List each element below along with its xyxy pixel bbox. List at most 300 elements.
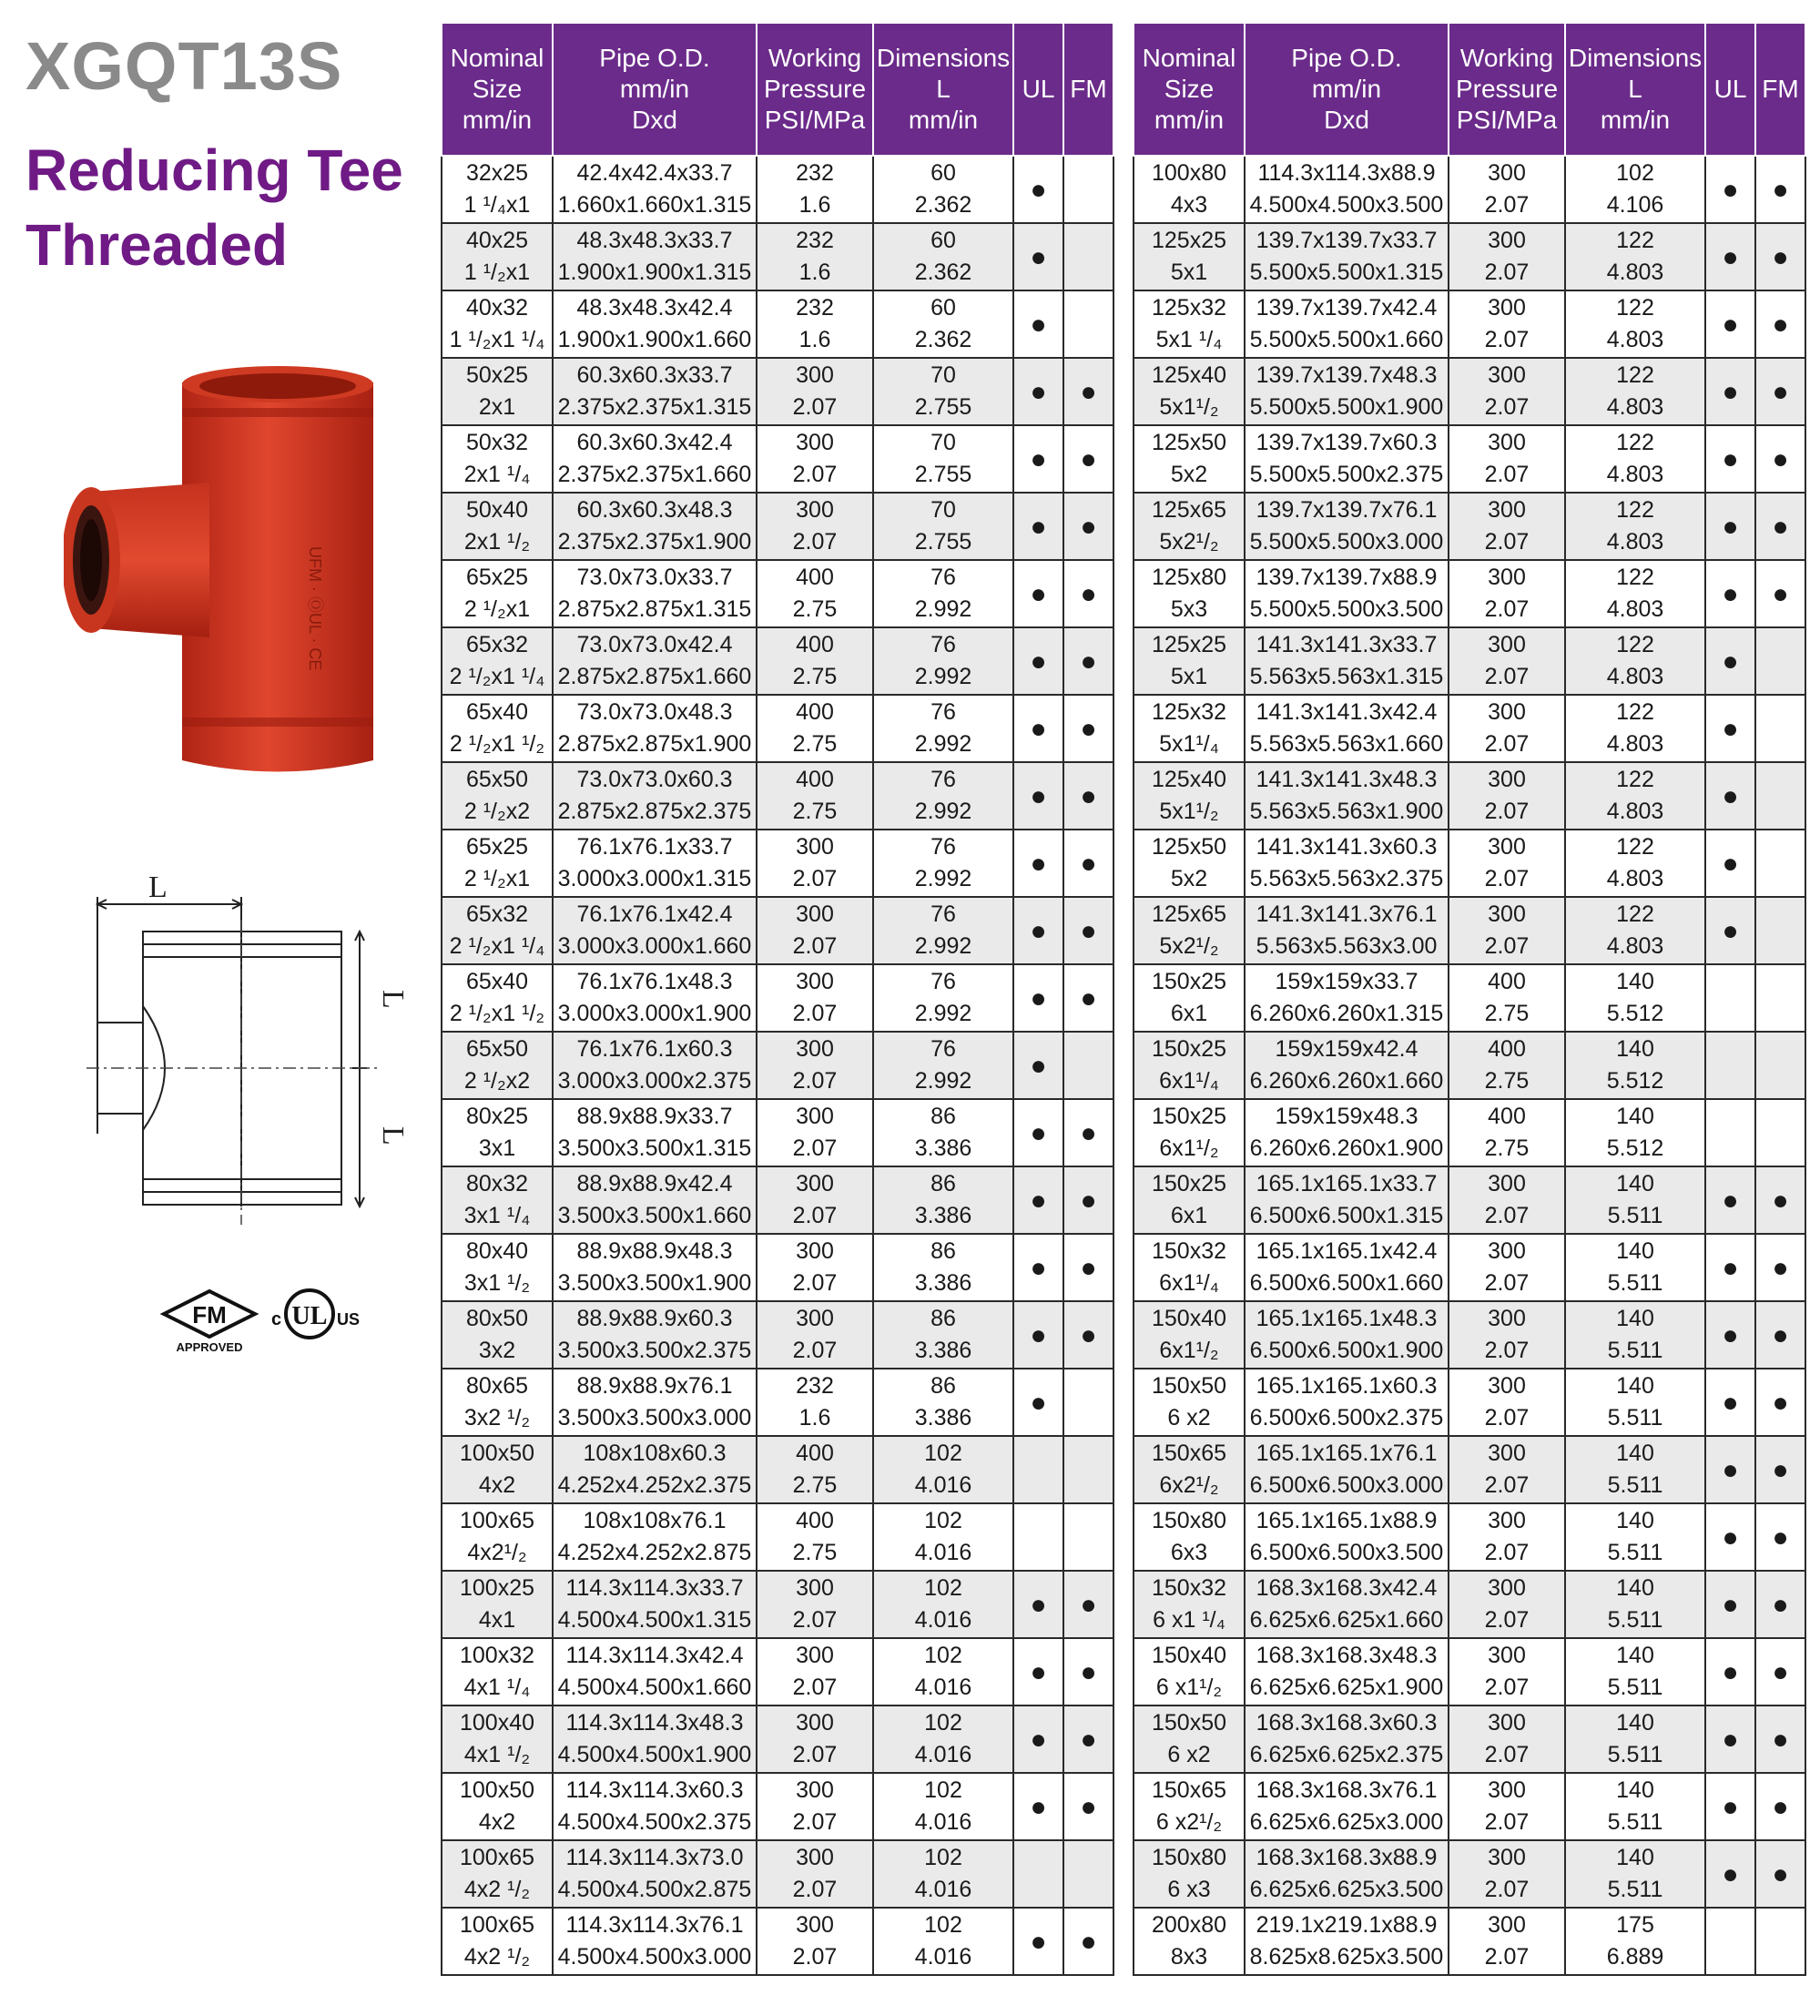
cell-nominal-size-value: 80x25 xyxy=(465,1104,529,1129)
cell-fm-mark: ● xyxy=(1063,1638,1113,1705)
cell-dimension-l xyxy=(873,1032,1013,1099)
cell-working-pressure-value: 300 xyxy=(1488,1171,1526,1196)
cell-dimension-l-value: 4.016 xyxy=(914,1675,972,1700)
cell-nominal-size-value: 3x1 ¹/₂ xyxy=(463,1270,531,1296)
cell-working-pressure xyxy=(757,156,873,223)
cell-working-pressure-value: 232 xyxy=(796,228,834,253)
cell-pipe-od xyxy=(1245,358,1449,425)
cell-working-pressure xyxy=(757,897,873,964)
cell-nominal-size-value: 6 x2¹/₂ xyxy=(1155,1809,1223,1835)
cell-dimension-l xyxy=(1565,1369,1705,1436)
cell-pipe-od xyxy=(553,762,757,830)
cell-working-pressure xyxy=(1449,560,1565,627)
cell-dimension-l-value: 5.511 xyxy=(1607,1203,1663,1228)
cell-pipe-od xyxy=(1245,1099,1449,1166)
cell-nominal-size-value: 6x1 xyxy=(1170,1001,1208,1026)
cell-nominal-size-value: 150x50 xyxy=(1151,1373,1227,1399)
cell-pipe-od-value: 141.3x141.3x60.3 xyxy=(1256,834,1438,860)
cell-working-pressure-value: 300 xyxy=(1488,1373,1526,1399)
cell-dimension-l-value: 140 xyxy=(1616,1575,1654,1601)
cell-dimension-l xyxy=(873,1908,1013,1975)
cell-dimension-l-value: 122 xyxy=(1616,430,1654,455)
cell-pipe-od xyxy=(553,1301,757,1369)
cell-dimension-l-value: 3.386 xyxy=(914,1135,972,1161)
cell-nominal-size xyxy=(442,1166,553,1234)
cell-ul-mark: ● xyxy=(1705,1705,1755,1773)
cell-working-pressure xyxy=(1449,1638,1565,1705)
cell-dimension-l-value: 3.386 xyxy=(914,1338,972,1363)
cell-nominal-size-value: 5x3 xyxy=(1170,596,1208,622)
table-row xyxy=(1134,1503,1805,1571)
cell-working-pressure-value: 2.07 xyxy=(1484,866,1530,891)
cell-nominal-size-value: 150x40 xyxy=(1151,1643,1227,1668)
cell-working-pressure xyxy=(757,1436,873,1503)
cell-pipe-od-value: 108x108x76.1 xyxy=(583,1508,727,1533)
cell-nominal-size xyxy=(442,425,553,493)
cell-pipe-od-value: 141.3x141.3x76.1 xyxy=(1256,901,1438,927)
cell-pipe-od-value: 1.900x1.900x1.315 xyxy=(557,260,752,285)
header-nominal-size-line: Nominal xyxy=(1142,44,1236,72)
cell-pipe-od-value: 73.0x73.0x42.4 xyxy=(576,632,733,657)
cell-pipe-od-value: 48.3x48.3x42.4 xyxy=(576,295,733,321)
cell-nominal-size-value: 65x50 xyxy=(465,767,529,792)
cell-pipe-od xyxy=(1245,493,1449,560)
cell-dimension-l-value: 140 xyxy=(1616,1845,1654,1870)
header-dimensions-line: Dimensions xyxy=(1568,44,1703,72)
cell-working-pressure xyxy=(757,1705,873,1773)
cell-working-pressure-value: 2.75 xyxy=(792,664,838,689)
cell-nominal-size-value: 150x25 xyxy=(1151,1036,1227,1062)
cell-nominal-size-value: 1 ¹/₂x1 xyxy=(463,260,531,285)
cell-dimension-l-value: 5.511 xyxy=(1607,1607,1663,1633)
cell-nominal-size-value: 80x65 xyxy=(465,1373,529,1399)
cell-dimension-l-value: 122 xyxy=(1616,767,1654,792)
cell-nominal-size xyxy=(1134,897,1245,964)
cell-nominal-size-value: 125x25 xyxy=(1151,632,1227,657)
cell-dimension-l-value: 2.755 xyxy=(914,529,972,555)
cell-dimension-l-value: 5.511 xyxy=(1607,1809,1663,1835)
cell-working-pressure-value: 300 xyxy=(796,1912,834,1938)
cell-nominal-size xyxy=(442,1436,553,1503)
cell-nominal-size xyxy=(442,627,553,695)
cell-nominal-size-value: 80x32 xyxy=(465,1171,529,1196)
cell-ul-mark: ● xyxy=(1013,627,1063,695)
cell-fm-mark xyxy=(1755,627,1805,695)
cell-pipe-od-value: 6.260x6.260x1.315 xyxy=(1249,1001,1444,1026)
header-dimensions xyxy=(1565,23,1705,156)
cell-pipe-od-value: 5.563x5.563x1.315 xyxy=(1249,664,1444,689)
cell-pipe-od-value: 6.500x6.500x3.500 xyxy=(1249,1540,1444,1565)
cell-nominal-size-value: 100x40 xyxy=(459,1710,535,1736)
cell-dimension-l-value: 2.755 xyxy=(914,394,972,420)
cell-pipe-od-value: 139.7x139.7x48.3 xyxy=(1256,362,1438,388)
cell-nominal-size-value: 6x3 xyxy=(1170,1540,1208,1565)
cell-pipe-od-value: 3.500x3.500x2.375 xyxy=(557,1338,752,1363)
cell-nominal-size-value: 100x65 xyxy=(459,1845,535,1870)
header-nominal-size-line: mm/in xyxy=(462,106,533,134)
cell-working-pressure xyxy=(757,1032,873,1099)
cell-dimension-l-value: 140 xyxy=(1616,1441,1654,1466)
cell-nominal-size xyxy=(1134,425,1245,493)
cell-working-pressure-value: 300 xyxy=(1488,228,1526,253)
cell-nominal-size-value: 5x1¹/₂ xyxy=(1159,394,1219,420)
cell-dimension-l-value: 140 xyxy=(1616,1508,1654,1533)
cell-working-pressure xyxy=(757,1099,873,1166)
cell-nominal-size-value: 5x1 xyxy=(1170,664,1208,689)
cell-pipe-od xyxy=(1245,695,1449,762)
cell-ul-mark: ● xyxy=(1705,290,1755,358)
cell-dimension-l xyxy=(1565,897,1705,964)
cell-nominal-size-value: 125x32 xyxy=(1151,295,1227,321)
cell-nominal-size-value: 150x32 xyxy=(1151,1575,1227,1601)
cell-pipe-od xyxy=(553,1503,757,1571)
cell-working-pressure-value: 2.75 xyxy=(792,596,838,622)
cell-nominal-size-value: 50x25 xyxy=(465,362,529,388)
table-row xyxy=(442,762,1113,830)
cell-fm-mark: ● xyxy=(1755,560,1805,627)
cell-nominal-size xyxy=(1134,358,1245,425)
table-row xyxy=(442,156,1113,223)
cell-ul-mark: ● xyxy=(1013,1234,1063,1301)
cell-nominal-size-value: 150x25 xyxy=(1151,1171,1227,1196)
cell-fm-mark xyxy=(1755,964,1805,1032)
cell-nominal-size-value: 2 ¹/₂x2 xyxy=(463,799,531,824)
cell-working-pressure-value: 300 xyxy=(796,1777,834,1803)
cell-pipe-od-value: 141.3x141.3x48.3 xyxy=(1256,767,1438,792)
table-row xyxy=(1134,1369,1805,1436)
cell-pipe-od-value: 3.000x3.000x1.315 xyxy=(557,866,752,891)
cell-nominal-size-value: 125x50 xyxy=(1151,430,1227,455)
cell-working-pressure xyxy=(757,830,873,897)
cell-fm-mark: ● xyxy=(1755,1503,1805,1571)
ul-us-text: US xyxy=(337,1310,361,1329)
header-dimensions-line: L xyxy=(1628,75,1642,103)
cell-fm-mark: ● xyxy=(1063,1773,1113,1840)
cell-pipe-od xyxy=(553,1032,757,1099)
cell-pipe-od-value: 159x159x42.4 xyxy=(1275,1036,1418,1062)
cell-dimension-l-value: 4.803 xyxy=(1606,933,1664,959)
product-photo xyxy=(64,364,391,783)
cell-working-pressure-value: 300 xyxy=(1488,699,1526,725)
cell-dimension-l-value: 2.992 xyxy=(914,731,972,757)
cell-working-pressure-value: 2.07 xyxy=(1484,1675,1530,1700)
header-dimensions-line: mm/in xyxy=(908,106,979,134)
table-row xyxy=(442,1369,1113,1436)
cell-fm-mark: ● xyxy=(1063,627,1113,695)
cell-pipe-od-value: 73.0x73.0x48.3 xyxy=(576,699,733,725)
cell-nominal-size-value: 1 ¹/₂x1 ¹/₄ xyxy=(449,327,545,352)
cell-pipe-od xyxy=(553,1436,757,1503)
cell-pipe-od-value: 141.3x141.3x42.4 xyxy=(1256,699,1438,725)
cell-dimension-l-value: 3.386 xyxy=(914,1203,972,1228)
cell-working-pressure-value: 400 xyxy=(796,699,834,725)
cell-dimension-l-value: 2.755 xyxy=(914,462,972,487)
cell-dimension-l-value: 2.362 xyxy=(914,192,972,218)
cell-dimension-l-value: 5.511 xyxy=(1607,1540,1663,1565)
table-row xyxy=(1134,1705,1805,1773)
cell-dimension-l xyxy=(873,1638,1013,1705)
header-working-pressure-line: PSI/MPa xyxy=(764,106,866,134)
cell-pipe-od-value: 1.900x1.900x1.660 xyxy=(557,327,752,352)
table-row xyxy=(1134,897,1805,964)
cell-working-pressure-value: 300 xyxy=(1488,295,1526,321)
cell-dimension-l-value: 2.362 xyxy=(914,327,972,352)
cell-nominal-size xyxy=(1134,1638,1245,1705)
cell-working-pressure xyxy=(757,493,873,560)
cell-nominal-size-value: 65x40 xyxy=(465,969,529,994)
cell-pipe-od xyxy=(1245,964,1449,1032)
cell-working-pressure-value: 300 xyxy=(796,1710,834,1736)
cell-working-pressure-value: 2.07 xyxy=(792,1270,838,1296)
cell-dimension-l xyxy=(873,964,1013,1032)
cell-working-pressure xyxy=(1449,156,1565,223)
cell-dimension-l-value: 5.511 xyxy=(1607,1472,1663,1498)
cell-working-pressure-value: 300 xyxy=(1488,430,1526,455)
cell-dimension-l-value: 4.803 xyxy=(1606,462,1664,487)
cell-pipe-od-value: 3.500x3.500x1.900 xyxy=(557,1270,752,1296)
cell-dimension-l xyxy=(873,156,1013,223)
cell-working-pressure-value: 400 xyxy=(796,1508,834,1533)
cell-dimension-l-value: 76 xyxy=(930,969,956,994)
cell-pipe-od xyxy=(553,223,757,290)
cell-fm-mark: ● xyxy=(1755,1234,1805,1301)
technical-drawing xyxy=(86,870,414,1234)
cell-nominal-size-value: 125x25 xyxy=(1151,228,1227,253)
dimension-label-lower: L xyxy=(376,1126,410,1145)
header-pipe-od-line: Dxd xyxy=(1324,106,1369,134)
cell-working-pressure-value: 400 xyxy=(1488,1104,1526,1129)
table-row xyxy=(1134,695,1805,762)
cell-fm-mark: ● xyxy=(1063,425,1113,493)
cell-working-pressure-value: 2.75 xyxy=(1484,1135,1530,1161)
cell-working-pressure-value: 2.07 xyxy=(792,1809,838,1835)
cell-pipe-od xyxy=(553,1571,757,1638)
cell-nominal-size-value: 6x1 xyxy=(1170,1203,1208,1228)
cell-dimension-l xyxy=(873,1705,1013,1773)
cell-pipe-od-value: 3.500x3.500x3.000 xyxy=(557,1405,752,1431)
cell-pipe-od-value: 139.7x139.7x60.3 xyxy=(1256,430,1438,455)
cell-dimension-l-value: 86 xyxy=(930,1306,956,1331)
cell-nominal-size xyxy=(1134,627,1245,695)
cell-pipe-od xyxy=(1245,1773,1449,1840)
cell-dimension-l-value: 86 xyxy=(930,1373,956,1399)
cell-working-pressure xyxy=(1449,1166,1565,1234)
cell-fm-mark: ● xyxy=(1063,1234,1113,1301)
cell-dimension-l-value: 2.992 xyxy=(914,866,972,891)
cell-nominal-size-value: 5x1 xyxy=(1170,260,1208,285)
cell-pipe-od-value: 165.1x165.1x42.4 xyxy=(1256,1238,1438,1264)
cell-nominal-size-value: 5x1¹/₄ xyxy=(1159,731,1219,757)
cell-pipe-od-value: 165.1x165.1x33.7 xyxy=(1256,1171,1438,1196)
table-row xyxy=(1134,493,1805,560)
cell-ul-mark: ● xyxy=(1705,830,1755,897)
cell-nominal-size-value: 4x1 ¹/₄ xyxy=(463,1675,531,1700)
cell-nominal-size-value: 8x3 xyxy=(1170,1944,1208,1970)
cell-pipe-od-value: 76.1x76.1x48.3 xyxy=(576,969,733,994)
cell-fm-mark: ● xyxy=(1063,964,1113,1032)
cell-pipe-od-value: 42.4x42.4x33.7 xyxy=(576,160,733,186)
certification-logos xyxy=(159,1284,369,1357)
cell-dimension-l xyxy=(873,1840,1013,1908)
header-dimensions xyxy=(873,23,1013,156)
cell-dimension-l xyxy=(1565,1571,1705,1638)
cell-working-pressure-value: 400 xyxy=(796,565,834,590)
cell-dimension-l xyxy=(873,695,1013,762)
table-row xyxy=(1134,358,1805,425)
table-row xyxy=(1134,156,1805,223)
table-header-row xyxy=(1134,23,1805,156)
cell-dimension-l xyxy=(873,1773,1013,1840)
table-row xyxy=(1134,627,1805,695)
cell-nominal-size-value: 150x50 xyxy=(1151,1710,1227,1736)
cell-dimension-l-value: 2.992 xyxy=(914,1068,972,1094)
cell-nominal-size-value: 2 ¹/₂x1 ¹/₂ xyxy=(449,731,545,757)
cell-dimension-l-value: 2.992 xyxy=(914,664,972,689)
cell-ul-mark: ● xyxy=(1705,762,1755,830)
cell-fm-mark xyxy=(1755,1908,1805,1975)
cell-working-pressure-value: 232 xyxy=(796,160,834,186)
cell-dimension-l xyxy=(873,493,1013,560)
fm-approved-logo xyxy=(164,1291,255,1354)
cell-nominal-size xyxy=(1134,762,1245,830)
cell-pipe-od-value: 5.500x5.500x3.500 xyxy=(1249,596,1444,622)
cell-working-pressure xyxy=(1449,695,1565,762)
cell-nominal-size-value: 6x1¹/₄ xyxy=(1159,1068,1219,1094)
cell-dimension-l-value: 140 xyxy=(1616,1643,1654,1668)
cell-nominal-size-value: 65x32 xyxy=(465,632,529,657)
header-nominal-size-line: Nominal xyxy=(450,44,544,72)
cell-pipe-od-value: 4.500x4.500x1.900 xyxy=(557,1742,752,1767)
cell-pipe-od-value: 88.9x88.9x33.7 xyxy=(576,1104,733,1129)
cell-nominal-size xyxy=(442,1099,553,1166)
cell-nominal-size-value: 150x65 xyxy=(1151,1777,1227,1803)
table-row xyxy=(442,223,1113,290)
header-nominal-size xyxy=(1134,23,1245,156)
cell-working-pressure-value: 300 xyxy=(1488,1912,1526,1938)
cell-ul-mark: ● xyxy=(1013,1705,1063,1773)
spec-table-right xyxy=(1133,22,1806,1976)
cell-nominal-size-value: 80x40 xyxy=(465,1238,529,1264)
cell-ul-mark: ● xyxy=(1705,493,1755,560)
header-fm: FM xyxy=(1063,23,1113,156)
cell-pipe-od-value: 168.3x168.3x88.9 xyxy=(1256,1845,1438,1870)
cell-nominal-size-value: 3x1 xyxy=(478,1135,516,1161)
cell-dimension-l xyxy=(1565,1234,1705,1301)
dimension-label-top: L xyxy=(148,871,168,904)
cell-working-pressure-value: 300 xyxy=(796,1171,834,1196)
cell-pipe-od-value: 4.252x4.252x2.375 xyxy=(557,1472,752,1498)
cell-working-pressure-value: 400 xyxy=(1488,1036,1526,1062)
cell-dimension-l xyxy=(873,1571,1013,1638)
cell-dimension-l-value: 5.512 xyxy=(1606,1135,1664,1161)
cell-working-pressure xyxy=(1449,493,1565,560)
cell-nominal-size xyxy=(1134,1166,1245,1234)
cell-pipe-od-value: 76.1x76.1x42.4 xyxy=(576,901,733,927)
cell-fm-mark xyxy=(1755,695,1805,762)
cell-working-pressure-value: 2.75 xyxy=(792,1472,838,1498)
cell-nominal-size-value: 5x2 xyxy=(1170,866,1208,891)
cell-working-pressure-value: 2.75 xyxy=(792,1540,838,1565)
cell-working-pressure xyxy=(757,627,873,695)
cell-pipe-od xyxy=(1245,1908,1449,1975)
cell-dimension-l-value: 4.016 xyxy=(914,1944,972,1970)
cell-pipe-od-value: 76.1x76.1x60.3 xyxy=(576,1036,733,1062)
cell-ul-mark: ● xyxy=(1705,223,1755,290)
cell-dimension-l-value: 5.511 xyxy=(1607,1675,1663,1700)
cell-nominal-size xyxy=(442,762,553,830)
cell-working-pressure-value: 2.07 xyxy=(1484,1203,1530,1228)
cell-working-pressure-value: 232 xyxy=(796,1373,834,1399)
table-row xyxy=(442,560,1113,627)
cell-working-pressure-value: 2.07 xyxy=(792,1001,838,1026)
cell-working-pressure-value: 300 xyxy=(1488,497,1526,523)
cell-working-pressure-value: 2.07 xyxy=(792,1135,838,1161)
cell-working-pressure-value: 2.07 xyxy=(1484,192,1530,218)
cell-fm-mark: ● xyxy=(1755,223,1805,290)
cell-fm-mark: ● xyxy=(1063,762,1113,830)
table-header-row xyxy=(442,23,1113,156)
table-row xyxy=(1134,1032,1805,1099)
cell-dimension-l xyxy=(1565,560,1705,627)
cell-pipe-od xyxy=(553,358,757,425)
cell-ul-mark: ● xyxy=(1013,290,1063,358)
cell-nominal-size xyxy=(442,964,553,1032)
cell-pipe-od xyxy=(1245,897,1449,964)
cell-pipe-od-value: 165.1x165.1x88.9 xyxy=(1256,1508,1438,1533)
cell-working-pressure xyxy=(1449,1436,1565,1503)
cell-ul-mark: ● xyxy=(1013,1369,1063,1436)
cell-dimension-l xyxy=(1565,223,1705,290)
cell-pipe-od xyxy=(1245,223,1449,290)
cell-working-pressure-value: 300 xyxy=(1488,901,1526,927)
cell-ul-mark: ● xyxy=(1705,1436,1755,1503)
cell-pipe-od xyxy=(553,425,757,493)
cell-dimension-l-value: 70 xyxy=(930,430,956,455)
cell-working-pressure-value: 300 xyxy=(796,1306,834,1331)
cell-nominal-size xyxy=(442,1840,553,1908)
header-pipe-od-line: mm/in xyxy=(1311,75,1382,103)
cell-pipe-od-value: 6.500x6.500x1.900 xyxy=(1249,1338,1444,1363)
cell-nominal-size-value: 3x1 ¹/₄ xyxy=(463,1203,531,1228)
cell-pipe-od-value: 6.260x6.260x1.900 xyxy=(1249,1135,1444,1161)
cell-ul-mark: ● xyxy=(1705,897,1755,964)
table-row xyxy=(1134,1908,1805,1975)
cell-ul-mark: ● xyxy=(1705,1503,1755,1571)
cell-working-pressure xyxy=(757,290,873,358)
cell-nominal-size-value: 100x32 xyxy=(459,1643,535,1668)
cell-nominal-size xyxy=(1134,1301,1245,1369)
cell-nominal-size xyxy=(1134,1705,1245,1773)
cell-working-pressure-value: 2.07 xyxy=(792,394,838,420)
cell-working-pressure-value: 2.07 xyxy=(1484,462,1530,487)
cell-ul-mark xyxy=(1013,1436,1063,1503)
cell-ul-mark: ● xyxy=(1013,1301,1063,1369)
cell-dimension-l-value: 140 xyxy=(1616,1373,1654,1399)
cell-pipe-od-value: 2.375x2.375x1.900 xyxy=(557,529,752,555)
cell-pipe-od-value: 139.7x139.7x88.9 xyxy=(1256,565,1438,590)
table-row xyxy=(442,964,1113,1032)
cell-dimension-l-value: 6.889 xyxy=(1606,1944,1664,1970)
cell-pipe-od-value: 8.625x8.625x3.500 xyxy=(1249,1944,1444,1970)
cell-dimension-l-value: 102 xyxy=(924,1441,962,1466)
cell-fm-mark: ● xyxy=(1755,493,1805,560)
cell-nominal-size-value: 2x1 ¹/₄ xyxy=(463,462,531,487)
cell-dimension-l-value: 2.362 xyxy=(914,260,972,285)
header-nominal-size-line: Size xyxy=(472,75,523,103)
cell-working-pressure-value: 300 xyxy=(1488,1306,1526,1331)
cell-working-pressure-value: 300 xyxy=(1488,834,1526,860)
cell-working-pressure-value: 300 xyxy=(796,969,834,994)
